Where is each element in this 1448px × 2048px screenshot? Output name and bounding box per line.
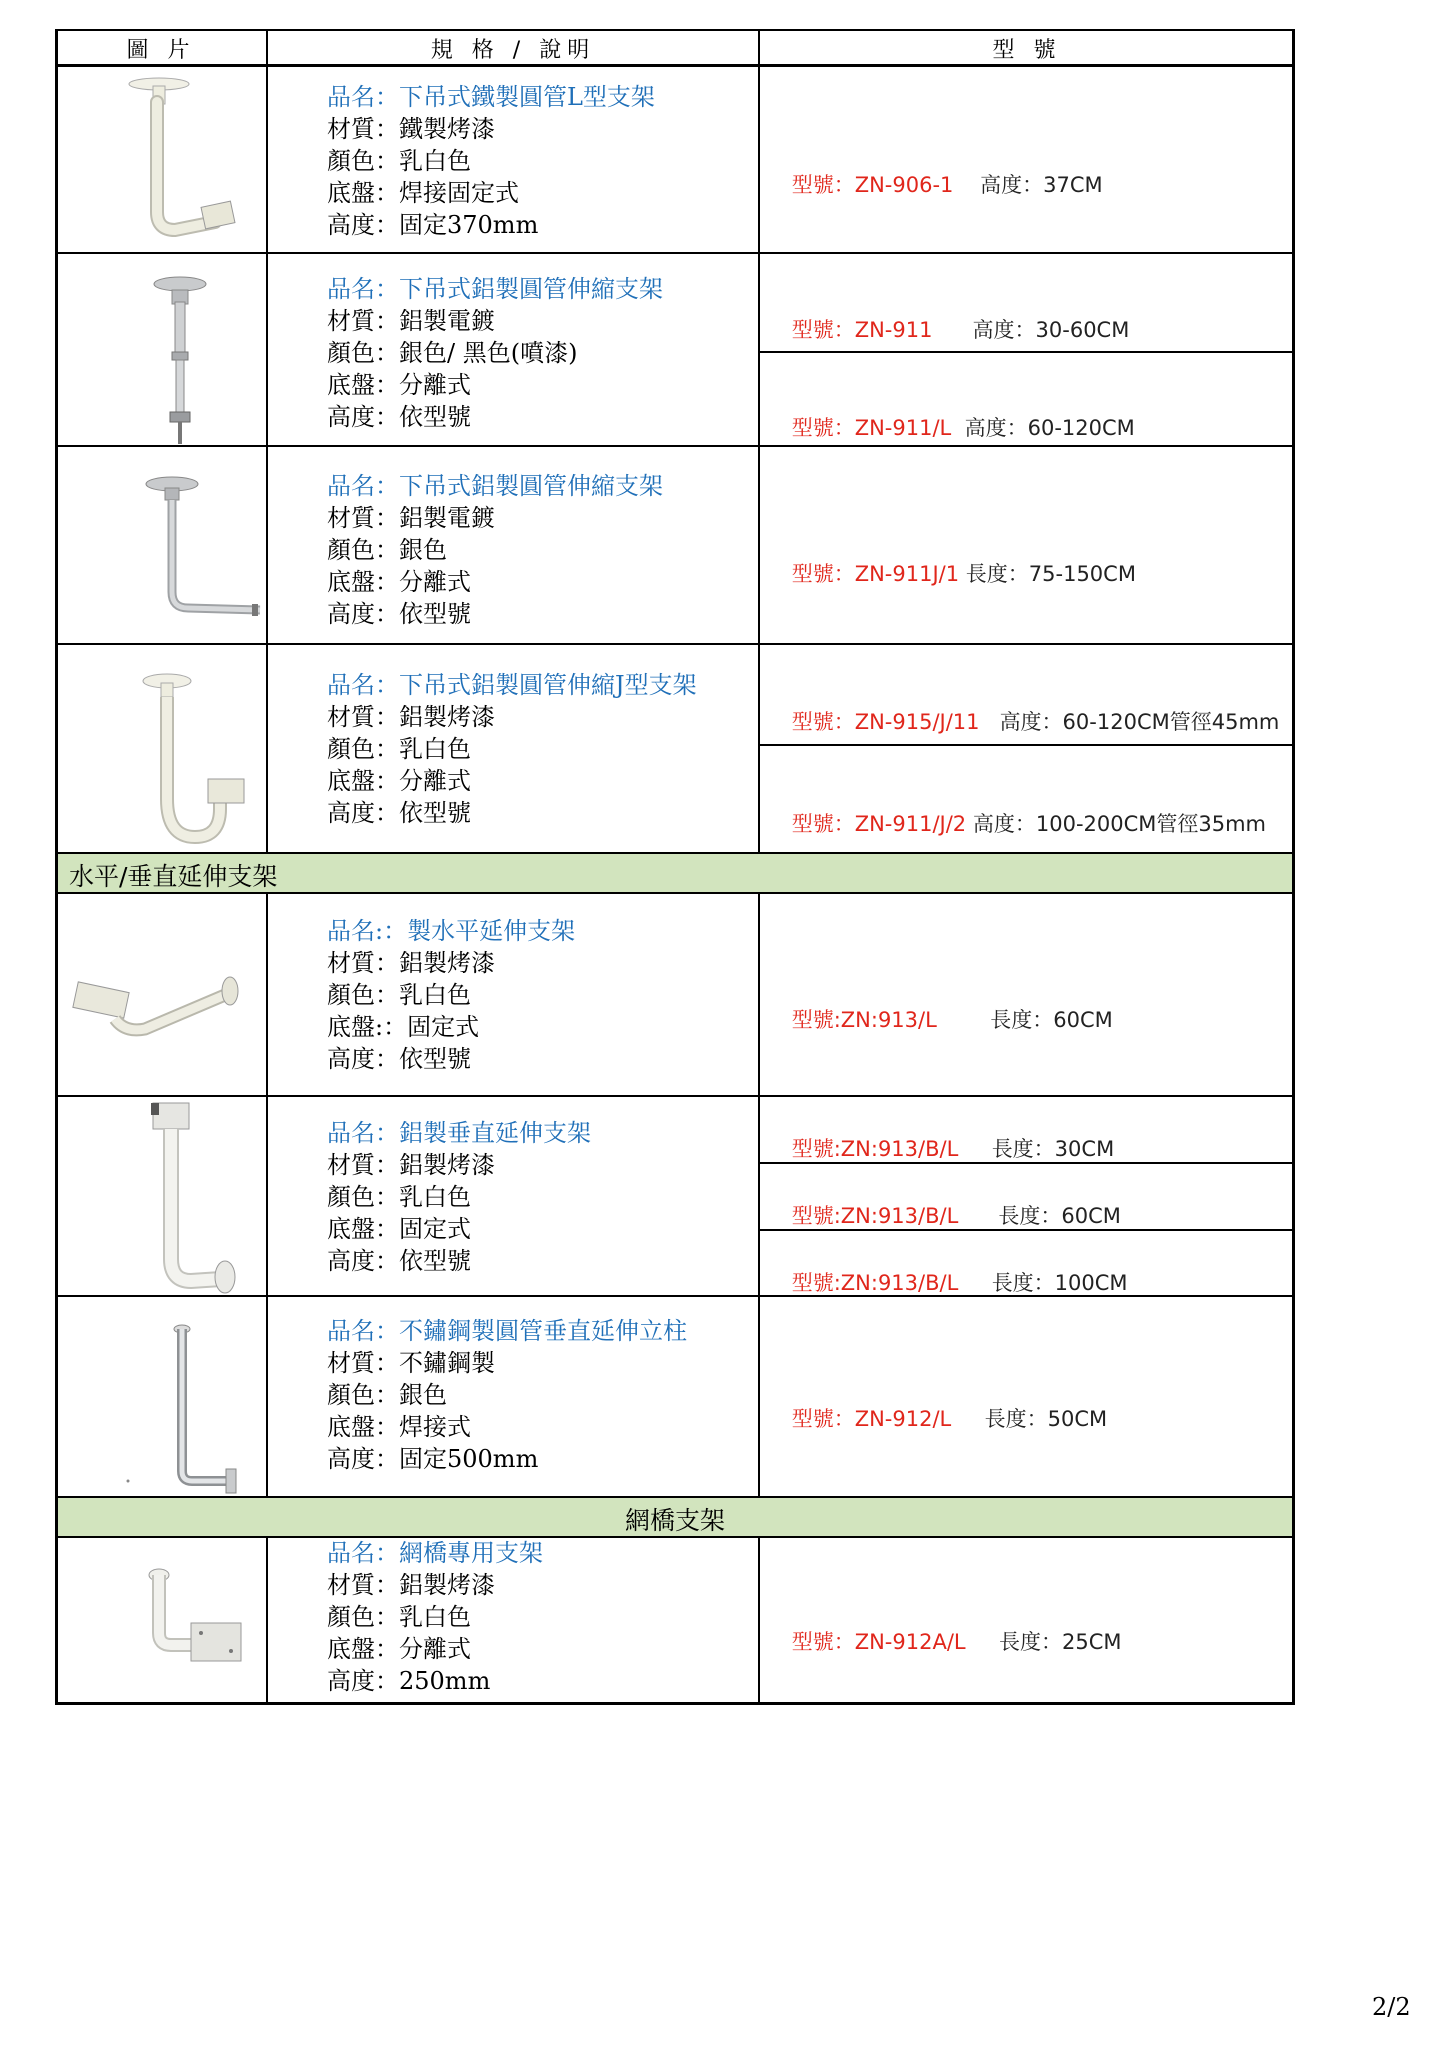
- bracket-telescopic-hook-image: [120, 472, 270, 622]
- row-divider: [760, 1229, 1295, 1231]
- model-entry: [765, 1602, 1122, 1680]
- product-spec: [327, 915, 575, 1075]
- row-divider: [55, 643, 1295, 645]
- product-color: 顏色：乳白色: [327, 735, 471, 763]
- product-base: 底盤:：固定式: [327, 1013, 480, 1041]
- product-color: 顏色：乳白色: [327, 981, 471, 1009]
- row-divider: [760, 351, 1295, 353]
- model-code: 型號：ZN-911/L: [791, 416, 952, 440]
- product-color: 顏色：銀色: [327, 536, 447, 564]
- product-material: 材質：鋁製電鍍: [327, 307, 495, 335]
- model-code: 型號:ZN:913/B/L: [791, 1204, 959, 1228]
- model-desc: 高度：37CM: [980, 173, 1103, 197]
- product-color: 顏色：乳白色: [327, 1603, 471, 1631]
- product-base: 底盤：分離式: [327, 568, 471, 596]
- model-desc: 長度：30CM: [991, 1137, 1115, 1161]
- model-desc: 高度：60-120CM管徑45mm: [999, 710, 1280, 734]
- model-code: 型號：ZN-911: [791, 318, 933, 342]
- model-desc: 高度：60-120CM: [964, 416, 1135, 440]
- model-desc: 長度：60CM: [990, 1008, 1113, 1032]
- product-name: 品名：下吊式鋁製圓管伸縮支架: [327, 472, 663, 500]
- product-spec: [327, 1117, 591, 1277]
- product-name: 品名：下吊式鋁製圓管伸縮支架: [327, 275, 663, 303]
- model-code: 型號：ZN-912A/L: [791, 1630, 966, 1654]
- product-spec: [327, 470, 663, 630]
- row-divider: [55, 1095, 1295, 1097]
- product-color: 顏色：銀色/ 黑色(噴漆): [327, 339, 578, 367]
- row-divider: [55, 252, 1295, 254]
- model-entry: [765, 682, 1279, 760]
- model-entry: [765, 784, 1266, 862]
- table-border-bottom: [55, 1702, 1295, 1705]
- row-divider: [55, 445, 1295, 447]
- row-divider: [55, 892, 1295, 894]
- product-height: 高度：依型號: [327, 1045, 471, 1073]
- product-spec: [327, 273, 663, 433]
- page-number: 2/2: [1372, 1993, 1411, 2021]
- bracket-horizontal-extension-image: [65, 949, 255, 1069]
- product-height: 高度：依型號: [327, 1247, 471, 1275]
- model-code: 型號:ZN:913/L: [791, 1008, 937, 1032]
- model-desc: 高度：30-60CM: [972, 318, 1130, 342]
- column-divider: [758, 1536, 760, 1704]
- product-base: 底盤：固定式: [327, 1215, 471, 1243]
- model-code: 型號：ZN-911/J/2: [791, 812, 967, 836]
- product-base: 底盤：分離式: [327, 767, 471, 795]
- bracket-telescopic-silver-image: [150, 272, 210, 452]
- bracket-bridge-image: [135, 1553, 255, 1683]
- product-material: 材質：鐵製烤漆: [327, 115, 495, 143]
- column-divider: [266, 29, 268, 852]
- header-spec-col: 規 格 / 說明: [430, 38, 596, 63]
- row-divider: [760, 1162, 1295, 1164]
- product-height: 高度：250mm: [327, 1667, 491, 1695]
- model-entry: [765, 534, 1136, 612]
- row-divider: [55, 1536, 1295, 1538]
- product-material: 材質：鋁製烤漆: [327, 1151, 495, 1179]
- product-material: 材質：鋁製電鍍: [327, 504, 495, 532]
- model-code: 型號：ZN-906-1: [791, 173, 954, 197]
- model-desc: 長度：60CM: [998, 1204, 1121, 1228]
- row-divider: [55, 852, 1295, 854]
- product-material: 材質：鋁製烤漆: [327, 1571, 495, 1599]
- product-color: 顏色：乳白色: [327, 1183, 471, 1211]
- product-height: 高度：依型號: [327, 799, 471, 827]
- product-height: 高度：固定500mm: [327, 1445, 539, 1473]
- product-spec: [327, 81, 655, 241]
- product-height: 高度：依型號: [327, 600, 471, 628]
- product-spec: [327, 669, 697, 829]
- header-image-col: 圖 片: [126, 38, 196, 63]
- model-entry: [765, 1243, 1128, 1321]
- bracket-j-type-image: [100, 669, 260, 849]
- product-name: 品名：下吊式鐵製圓管L型支架: [327, 83, 655, 111]
- product-name: 品名：網橋專用支架: [327, 1539, 543, 1567]
- bracket-l-ceiling-image: [95, 72, 245, 242]
- product-material: 材質：鋁製烤漆: [327, 703, 495, 731]
- product-color: 顏色：乳白色: [327, 147, 471, 175]
- model-code: 型號：ZN-915/J/11: [791, 710, 980, 734]
- bracket-stainless-pole-image: [100, 1321, 250, 1501]
- header-model-col: 型 號: [992, 38, 1062, 63]
- section-bridge: [55, 1498, 1295, 1536]
- model-code: 型號:ZN:913/B/L: [791, 1271, 959, 1295]
- product-height: 高度：依型號: [327, 403, 471, 431]
- product-table: [55, 29, 1295, 1705]
- product-name: 品名：下吊式鋁製圓管伸縮J型支架: [327, 671, 697, 699]
- product-name: 品名：不鏽鋼製圓管垂直延伸立柱: [327, 1317, 687, 1345]
- product-spec: [327, 1315, 687, 1475]
- model-desc: 高度：100-200CM管徑35mm: [972, 812, 1267, 836]
- bracket-vertical-extension-image: [95, 1099, 255, 1319]
- model-desc: 長度：100CM: [991, 1271, 1128, 1295]
- model-entry: [765, 980, 1113, 1058]
- model-entry: [765, 145, 1103, 223]
- product-height: 高度：固定370mm: [327, 211, 539, 239]
- section-bridge-title: 網橋支架: [624, 1506, 725, 1535]
- product-material: 材質：不鏽鋼製: [327, 1349, 495, 1377]
- product-spec: [327, 1537, 543, 1697]
- product-name: 品名：鋁製垂直延伸支架: [327, 1119, 591, 1147]
- product-name: 品名:：製水平延伸支架: [327, 917, 576, 945]
- product-base: 底盤：焊接固定式: [327, 179, 519, 207]
- product-base: 底盤：焊接式: [327, 1413, 471, 1441]
- column-divider: [266, 1536, 268, 1704]
- product-color: 顏色：銀色: [327, 1381, 447, 1409]
- model-desc: 長度：25CM: [999, 1630, 1122, 1654]
- product-material: 材質：鋁製烤漆: [327, 949, 495, 977]
- product-base: 底盤：分離式: [327, 1635, 471, 1663]
- column-divider: [266, 892, 268, 1496]
- model-desc: 長度：75-150CM: [965, 562, 1136, 586]
- product-base: 底盤：分離式: [327, 371, 471, 399]
- model-entry: [765, 388, 1135, 466]
- model-code: 型號:ZN:913/B/L: [791, 1137, 959, 1161]
- row-divider: [55, 1496, 1295, 1498]
- table-border-top: [55, 29, 1295, 31]
- row-divider: [55, 64, 1295, 67]
- model-entry: [765, 1379, 1107, 1457]
- row-divider: [55, 1295, 1295, 1297]
- row-divider: [760, 744, 1295, 746]
- table-border-left: [55, 29, 58, 1705]
- column-divider: [758, 29, 760, 852]
- model-code: 型號：ZN-912/L: [791, 1407, 952, 1431]
- model-code: 型號：ZN-911J/1: [791, 562, 960, 586]
- section-extension-title: 水平/垂直延伸支架: [69, 862, 278, 891]
- model-desc: 長度：50CM: [984, 1407, 1108, 1431]
- column-divider: [758, 892, 760, 1496]
- model-entry: [765, 290, 1129, 368]
- table-border-right: [1292, 29, 1295, 1705]
